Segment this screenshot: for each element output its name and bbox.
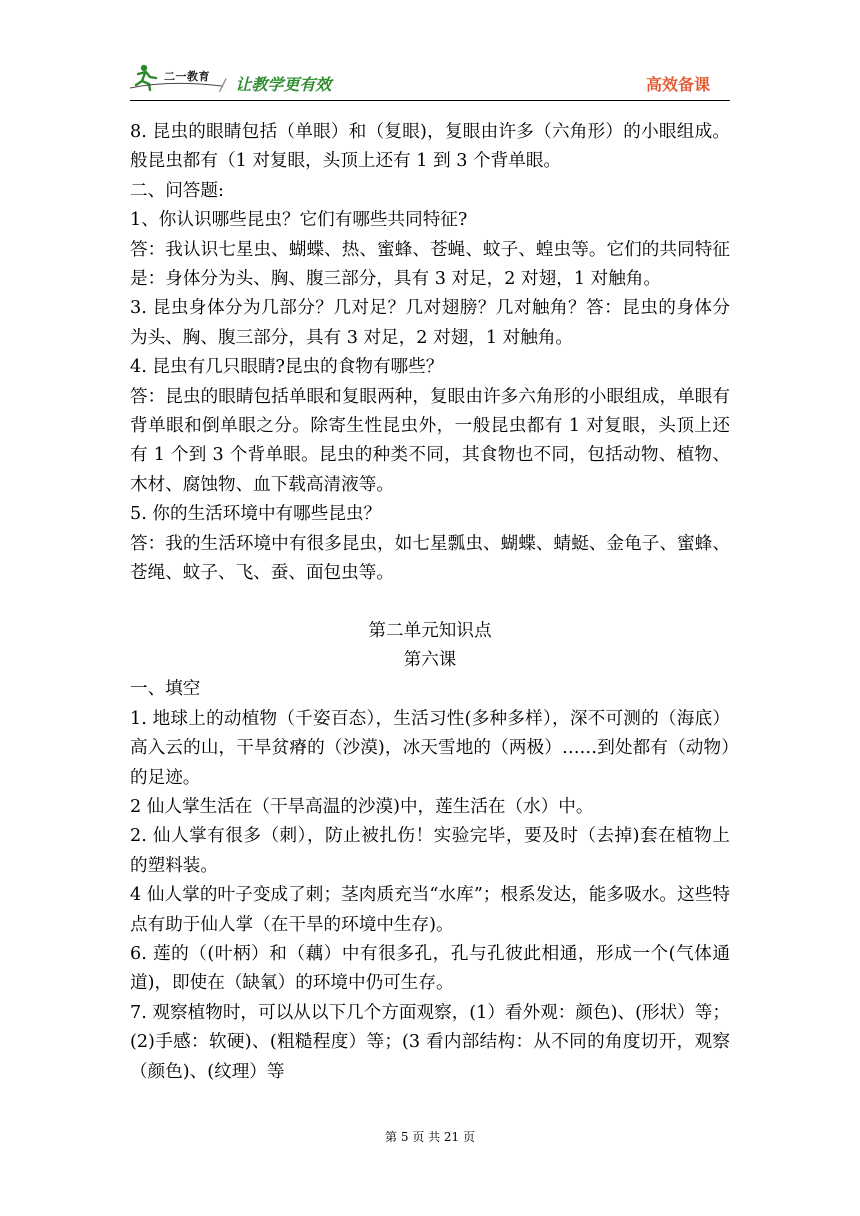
fill-item-6: 6. 莲的（(叶柄）和（藕）中有很多孔，孔与孔彼此相通，形成一个(气体通道)，即使在（缺氧）的环境中仍可生存。: [130, 943, 730, 994]
slogan-text: 让教学更有效: [235, 75, 332, 94]
question-1: 1、你认识哪些昆虫？它们有哪些共同特征?: [130, 210, 468, 231]
fill-item-1: 1. 地球上的动植物（千姿百态），生活习性(多种多样），深不可测的（海底）高入云的山，干旱贫瘠的（沙漠)，冰天雪地的（两极）……到处都有（动物）的足迹。: [130, 708, 730, 788]
logo-text: 二一教育: [164, 70, 210, 83]
slash-divider: /: [220, 75, 226, 94]
answer-1: 答：我认识七星虫、蝴蝶、热、蜜蜂、苍蝇、蚊子、蝗虫等。它们的共同特征是：身体分为头、胸、腹三部分，具有 3 对足，2 对翅，1 对触角。: [130, 239, 730, 290]
logo: [130, 62, 222, 92]
section-heading-questions: 二、问答题:: [130, 180, 224, 201]
header-tagline: 高效备课: [645, 75, 710, 94]
answer-4: 答：昆虫的眼睛包括单眼和复眼两种，复眼由许多六角形的小眼组成，单眼有背单眼和倒单眼之分。除寄生性昆虫外，一般昆虫都有 1 对复眼，头顶上还有 1 个到 3 个背单眼。昆虫的种类不同，其食物也不同，包括动物、植物、木材、腐蚀物、血下载高清液等。: [130, 386, 730, 495]
question-answer-3: 3. 昆虫身体分为几部分？几对足？几对翅膀？几对触角？答：昆虫的身体分为头、胸、腹三部分，具有 3 对足，2 对翅，1 对触角。: [130, 298, 730, 348]
fill-item-4: 4 仙人掌的叶子变成了刺；茎肉质充当“水库”；根系发达，能多吸水。这些特点有助于仙人掌（在干旱的环境中生存)。: [130, 885, 730, 935]
document-body: [130, 118, 730, 1087]
page-number: 第 5 页 共 21 页: [385, 1130, 475, 1144]
unit-title: 第二单元知识点: [368, 620, 492, 641]
fill-item-2: 2 仙人掌生活在（干旱高温的沙漠)中，莲生活在（水）中。: [130, 796, 594, 817]
spacer: [130, 589, 730, 617]
paragraph-insect-eyes: 8. 昆虫的眼睛包括（单眼）和（复眼)，复眼由许多（六角形）的小眼组成。般昆虫都有（1 对复眼，头顶上还有 1 到 3 个背单眼。: [130, 122, 730, 172]
section-heading-fill: 一、填空: [130, 679, 201, 700]
question-5: 5. 你的生活环境中有哪些昆虫？: [130, 504, 382, 525]
page-header: [130, 60, 730, 101]
fill-item-7: 7. 观察植物时，可以从以下几个方面观察，(1）看外观：颜色)、(形状）等；(2)手感：软硬)、(粗糙程度）等；(3 看内部结构：从不同的角度切开，观察（颜色)、(纹理）等: [130, 1002, 730, 1082]
question-4: 4. 昆虫有几只眼睛?昆虫的食物有哪些？: [130, 357, 444, 378]
answer-5: 答：我的生活环境中有很多昆虫，如七星瓢虫、蝴蝶、蜻蜓、金龟子、蜜蜂、苍绳、蚊子、飞、蚕、面包虫等。: [130, 533, 730, 584]
lesson-title: 第六课: [403, 649, 457, 670]
fill-item-3: 2. 仙人掌有很多（刺），防止被扎伤！实验完毕，要及时（去掉)套在植物上的塑料装。: [130, 826, 730, 876]
header-slogan: [220, 72, 331, 95]
